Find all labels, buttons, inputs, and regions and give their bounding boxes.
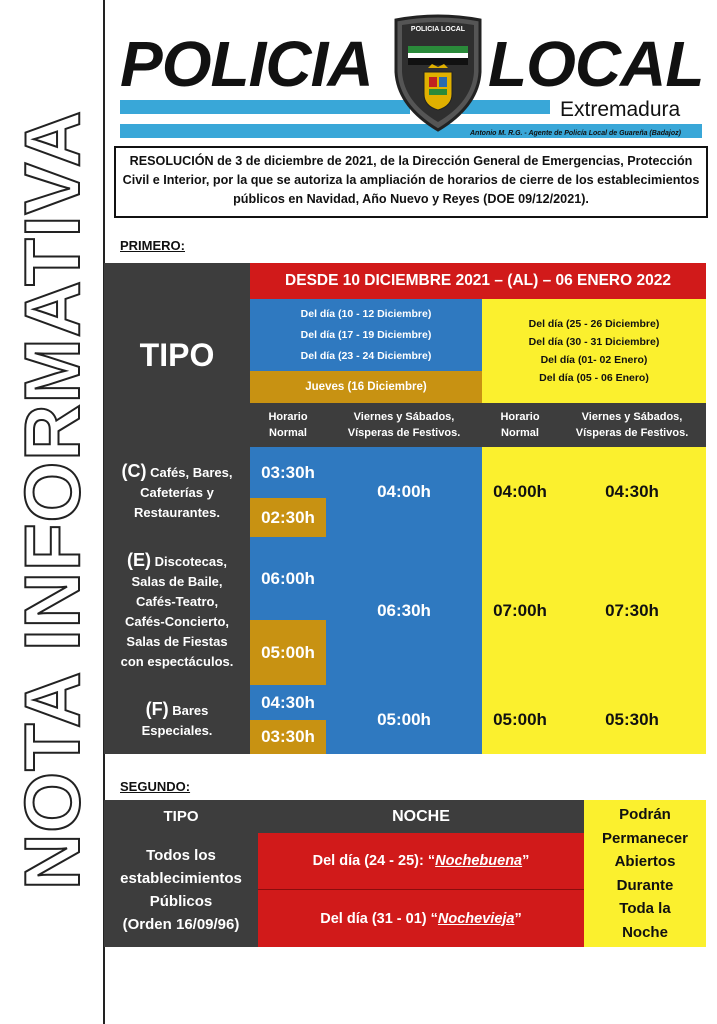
time-e-weekend-yellow: 07:30h: [558, 537, 706, 685]
type-e-line-3: Cafés-Teatro,: [135, 594, 219, 609]
header-word-policia: POLICIA: [120, 28, 373, 100]
note-line-4: Durante: [616, 876, 674, 894]
col-header-weekend-blue: Viernes y Sábados, Vísperas de Festivos.: [326, 403, 482, 447]
yellow-date-3: Del día (01- 02 Enero): [540, 354, 648, 366]
type-row-f: [104, 685, 250, 754]
night-nochebuena: [258, 833, 584, 890]
note-line-2: Permanecer: [602, 829, 688, 847]
type-e-letter: (E): [127, 550, 152, 570]
header-word-local: LOCAL: [488, 28, 704, 100]
night2-prefix: Del día (31 - 01) “: [320, 910, 438, 927]
type-row-e: [104, 537, 250, 685]
header-stripe-top-left: [120, 100, 410, 114]
time-c-normal-yellow: 04:00h: [482, 447, 558, 537]
type-e-line-1: Discotecas,: [154, 554, 227, 569]
col-header-normal-yellow: Horario Normal: [482, 403, 558, 447]
night1-suffix: ”: [522, 853, 530, 869]
type-c-line-3: Restaurantes.: [134, 505, 220, 520]
night1-prefix: Del día (24 - 25): “: [312, 853, 436, 869]
establecimientos-line-3: Públicos: [149, 893, 213, 910]
type-row-c: [104, 447, 250, 537]
type-c-line-1: Cafés, Bares,: [150, 465, 233, 480]
blue-date-1: Del día (10 - 12 Diciembre): [300, 308, 432, 320]
time-c-normal-blue: 03:30h: [250, 447, 326, 498]
resolution-text: RESOLUCIÓN de 3 de diciembre de 2021, de la Dirección General de Emergencias, Protección Civil e Interior, por la que se autoriza la ampliación de horarios de cierre de los establecimientos públicos en Navidad, Año Nuevo y Reyes (DOE 09/12/2021).: [114, 146, 708, 218]
time-c-normal-gold: 02:30h: [250, 498, 326, 537]
yellow-period-dates: [482, 299, 706, 403]
yellow-date-4: Del día (05 - 06 Enero): [539, 372, 649, 384]
note-line-3: Abiertos: [614, 853, 676, 870]
gold-period-date: Jueves (16 Diciembre): [250, 371, 482, 403]
blue-period-dates: [250, 299, 482, 371]
time-f-normal-blue: 04:30h: [250, 685, 326, 720]
time-f-normal-yellow: 05:00h: [482, 685, 558, 754]
type-f-letter: (F): [145, 698, 169, 719]
time-e-weekend-blue: 06:30h: [326, 537, 482, 685]
segundo-note: [584, 800, 706, 947]
segundo-establecimientos: [104, 833, 258, 947]
time-e-normal-gold: 05:00h: [250, 620, 326, 685]
badge-text: POLICIA LOCAL: [410, 26, 466, 33]
type-c-letter: (C): [121, 461, 147, 481]
establecimientos-line-1: Todos los: [146, 847, 216, 864]
time-f-weekend-yellow: 05:30h: [558, 685, 706, 754]
header-credit: Antonio M. R.G. - Agente de Policía Local de Guareña (Badajoz): [470, 130, 681, 137]
blue-date-2: Del día (17 - 19 Diciembre): [300, 329, 432, 341]
night2-suffix: ”: [514, 910, 522, 927]
time-f-weekend-blue: 05:00h: [326, 685, 482, 754]
establecimientos-line-2: establecimientos: [120, 870, 242, 887]
side-label: NOTA INFORMATIVA: [8, 109, 96, 891]
establecimientos-line-4: (Orden 16/09/96): [122, 916, 240, 933]
blue-date-3: Del día (23 - 24 Diciembre): [300, 350, 432, 362]
time-c-weekend-blue: 04:00h: [326, 447, 482, 537]
time-c-weekend-yellow: 04:30h: [558, 447, 706, 537]
night-nochevieja: [258, 890, 584, 947]
police-badge: [390, 14, 486, 132]
night2-name: Nochevieja: [437, 910, 515, 927]
header-subtitle: Extremadura: [560, 98, 681, 121]
section-primero-label: PRIMERO:: [120, 238, 185, 253]
segundo-tipo-header: TIPO: [104, 800, 258, 833]
time-e-normal-blue: 06:00h: [250, 537, 326, 620]
time-e-normal-yellow: 07:00h: [482, 537, 558, 685]
type-c-line-2: Cafeterías y: [140, 485, 214, 500]
type-e-line-5: Salas de Fiestas: [126, 634, 228, 649]
type-e-line-4: Cafés-Concierto,: [124, 614, 230, 629]
type-f-line-2: Especiales.: [141, 722, 213, 738]
time-f-normal-gold: 03:30h: [250, 720, 326, 754]
type-e-line-6: con espectáculos.: [120, 654, 234, 669]
note-line-1: Podrán: [619, 806, 671, 823]
segundo-noche-header: NOCHE: [258, 800, 584, 833]
type-f-line-1: Bares: [172, 702, 209, 718]
yellow-date-1: Del día (25 - 26 Diciembre): [528, 318, 660, 330]
primero-date-banner: DESDE 10 DICIEMBRE 2021 – (AL) – 06 ENERO 2022: [250, 263, 706, 299]
col-header-weekend-yellow: Viernes y Sábados, Vísperas de Festivos.: [558, 403, 706, 447]
type-e-line-2: Salas de Baile,: [131, 574, 223, 589]
night1-name: Nochebuena: [435, 853, 523, 869]
primero-tipo-header: TIPO: [104, 263, 250, 447]
note-line-6: Noche: [622, 923, 668, 941]
note-line-5: Toda la: [619, 900, 671, 917]
yellow-date-2: Del día (30 - 31 Diciembre): [528, 336, 660, 348]
section-segundo-label: SEGUNDO:: [120, 779, 191, 794]
col-header-normal-blue: Horario Normal: [250, 403, 326, 447]
